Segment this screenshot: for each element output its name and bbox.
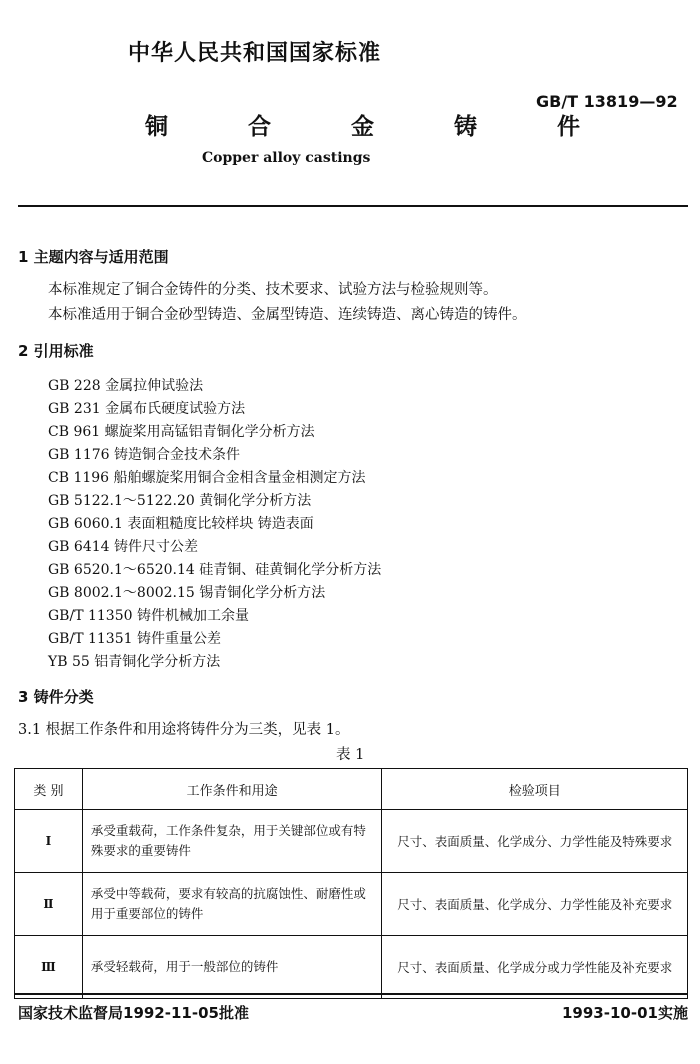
reference-item: GB 231 金属布氏硬度试验方法 [48,401,246,417]
section-1-paragraph-1: 本标准规定了铜合金铸件的分类、技术要求、试验方法与检验规则等。 [48,282,498,298]
header-divider [18,205,688,207]
inspection-cell: 尺寸、表面质量、化学成分或力学性能及补充要求 [382,936,688,999]
reference-item: YB 55 铝青铜化学分析方法 [48,654,221,670]
section-1-heading: 1 主题内容与适用范围 [18,248,169,266]
class-cell: Ⅲ [15,936,83,999]
inspection-cell: 尺寸、表面质量、化学成分、力学性能及特殊要求 [382,810,688,873]
approval-text: 国家技术监督局1992-11-05批准 [18,1004,249,1022]
national-standard-heading: 中华人民共和国国家标准 [128,41,382,66]
reference-item: CB 1196 船舶螺旋桨用铜合金相含量金相测定方法 [48,470,366,486]
reference-item: GB 5122.1～5122.20 黄铜化学分析方法 [48,493,312,509]
column-header-conditions: 工作条件和用途 [82,769,382,810]
inspection-cell: 尺寸、表面质量、化学成分、力学性能及补充要求 [382,873,688,936]
footer-divider [14,993,688,995]
conditions-cell: 承受重载荷，工作条件复杂，用于关键部位或有特殊要求的重要铸件 [82,810,382,873]
document-title: 铜 合 金 铸 件 [145,114,617,140]
table-row [15,810,688,873]
clause-3-1: 3.1 根据工作条件和用途将铸件分为三类，见表 1。 [18,722,350,738]
section-1-paragraph-2: 本标准适用于铜合金砂型铸造、金属型铸造、连续铸造、离心铸造的铸件。 [48,307,527,323]
reference-item: GB/T 11351 铸件重量公差 [48,631,221,647]
reference-item: GB 6060.1 表面粗糙度比较样块 铸造表面 [48,516,314,532]
reference-item: GB 6520.1～6520.14 硅青铜、硅黄铜化学分析方法 [48,562,382,578]
section-2-heading: 2 引用标准 [18,342,94,360]
reference-item: GB 8002.1～8002.15 锡青铜化学分析方法 [48,585,326,601]
column-header-inspection: 检验项目 [382,769,688,810]
column-header-class: 类 别 [15,769,83,810]
table-1-caption: 表 1 [336,747,365,763]
table-1 [14,768,688,999]
conditions-cell: 承受中等载荷，要求有较高的抗腐蚀性、耐磨性或用于重要部位的铸件 [82,873,382,936]
table-header-row [15,769,688,810]
class-cell: I [15,810,83,873]
reference-item: GB 1176 铸造铜合金技术条件 [48,447,241,463]
reference-item: GB 6414 铸件尺寸公差 [48,539,199,555]
reference-item: GB/T 11350 铸件机械加工余量 [48,608,249,624]
standard-code: GB/T 13819—92 [536,92,678,111]
conditions-cell: 承受轻载荷，用于一般部位的铸件 [82,936,382,999]
implementation-text: 1993-10-01实施 [562,1004,688,1022]
table-row [15,936,688,999]
section-3-heading: 3 铸件分类 [18,688,94,706]
table-row [15,873,688,936]
reference-item: CB 961 螺旋桨用高锰铝青铜化学分析方法 [48,424,315,440]
reference-item: GB 228 金属拉伸试验法 [48,378,204,394]
class-cell: Ⅱ [15,873,83,936]
document-title-english: Copper alloy castings [202,150,371,166]
